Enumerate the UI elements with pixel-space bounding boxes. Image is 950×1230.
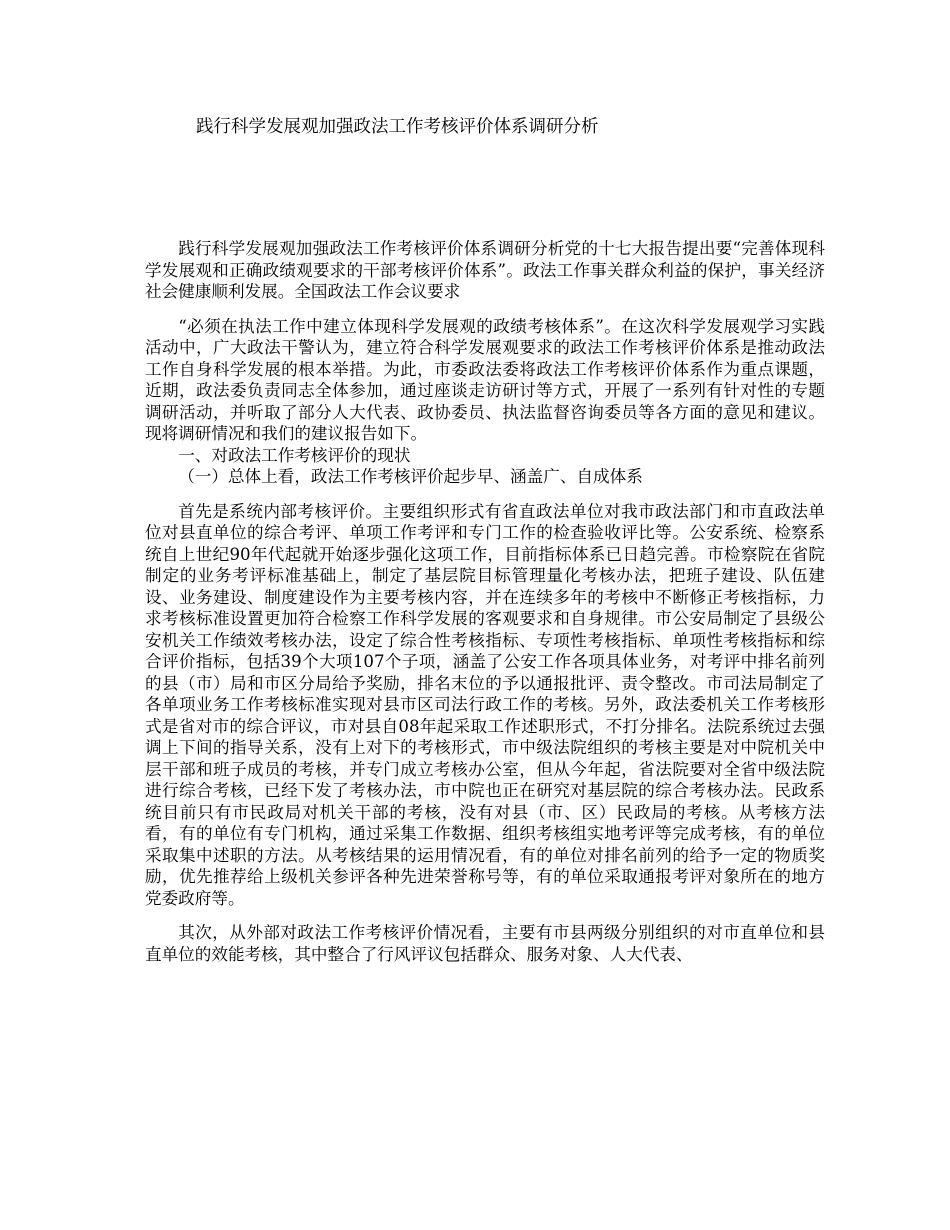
paragraph-internal-evaluation: 首先是系统内部考核评价。主要组织形式有省直政法单位对我市政法部门和市直政法单位对县直单位的综合考评、单项工作考评和专门工作的检查验收评比等。公安系统、检察系统自上世纪90年代起就开始逐步强化这项工作，目前指标体系已日趋完善。市检察院在省院制定的业务考评标准基础上，制定了基层院目标管理量化考核办法，把班子建设、队伍建设、业务建设、制度建设作为主要考核内容，并在连续多年的考核中不断修正考核指标，力求考核标准设置更加符合检察工作科学发展的客观要求和自身规律。市公安局制定了县级公安机关工作绩效考核办法，设定了综合性考核指标、专项性考核指标、单项性考核指标和综合评价指标，包括39个大项107个子项，涵盖了公安工作各项具体业务，对考评中排名前列的县（市）局和市区分局给予奖励，排名末位的予以通报批评、责令整改。市司法局制定了各单项业务工作考核标准实现对县市区司法行政工作的考核。另外，政法委机关工作考核形式是省对市的综合评议，市对县自08年起采取工作述职形式，不打分排名。法院系统过去强调上下间的指导关系，没有上对下的考核形式，市中级法院组织的考核主要是对中院机关中层干部和班子成员的考核，并专门成立考核办公室，但从今年起，省法院要对全省中级法院进行综合考核，已经下发了考核办法，市中院也正在研究对基层院的综合考核办法。民政系统目前只有市民政局对机关干部的考核，没有对县（市、区）民政局的考核。从考核方法看，有的单位有专门机构，通过采集工作数据、组织考核组实地考评等完成考核，有的单位采取集中述职的方法。从考核结果的运用情况看，有的单位对排名前列的给予一定的物质奖励，优先推荐给上级机关参评各种先进荣誉称号等，有的单位采取通报考评对象所在的地方党委政府等。 bbox=[145, 501, 825, 908]
section-heading-1: 一、对政法工作考核评价的现状 bbox=[178, 445, 411, 465]
document-body bbox=[145, 238, 825, 965]
subsection-heading-1: （一）总体上看，政法工作考核评价起步早、涵盖广、自成体系 bbox=[178, 467, 643, 486]
paragraph-requirement: “必须在执法工作中建立体现科学发展观的政绩考核体系”。在这次科学发展观学习实践活动中，广大政法干警认为，建立符合科学发展观要求的政法工作考核评价体系是推动政法工作自身科学发展的根本举措。为此，市委政法委将政法工作考核评价体系作为重点课题，近期，政法委负责同志全体参加，通过座谈走访研讨等方式，开展了一系列有针对性的专题调研活动，并听取了部分人大代表、政协委员、执法监督咨询委员等各方面的意见和建议。现将调研情况和我们的建议报告如下。 bbox=[145, 316, 825, 443]
document-title: 践行科学发展观加强政法工作考核评价体系调研分析 bbox=[196, 117, 599, 137]
paragraph-external-evaluation: 其次，从外部对政法工作考核评价情况看，主要有市县两级分别组织的对市直单位和县直单位的效能考核，其中整合了行风评议包括群众、服务对象、人大代表、 bbox=[145, 923, 825, 964]
paragraph-intro: 践行科学发展观加强政法工作考核评价体系调研分析党的十七大报告提出要“完善体现科学发展观和正确政绩观要求的干部考核评价体系”。政法工作事关群众利益的保护，事关经济社会健康顺利发展。全国政法工作会议要求 bbox=[145, 239, 825, 301]
